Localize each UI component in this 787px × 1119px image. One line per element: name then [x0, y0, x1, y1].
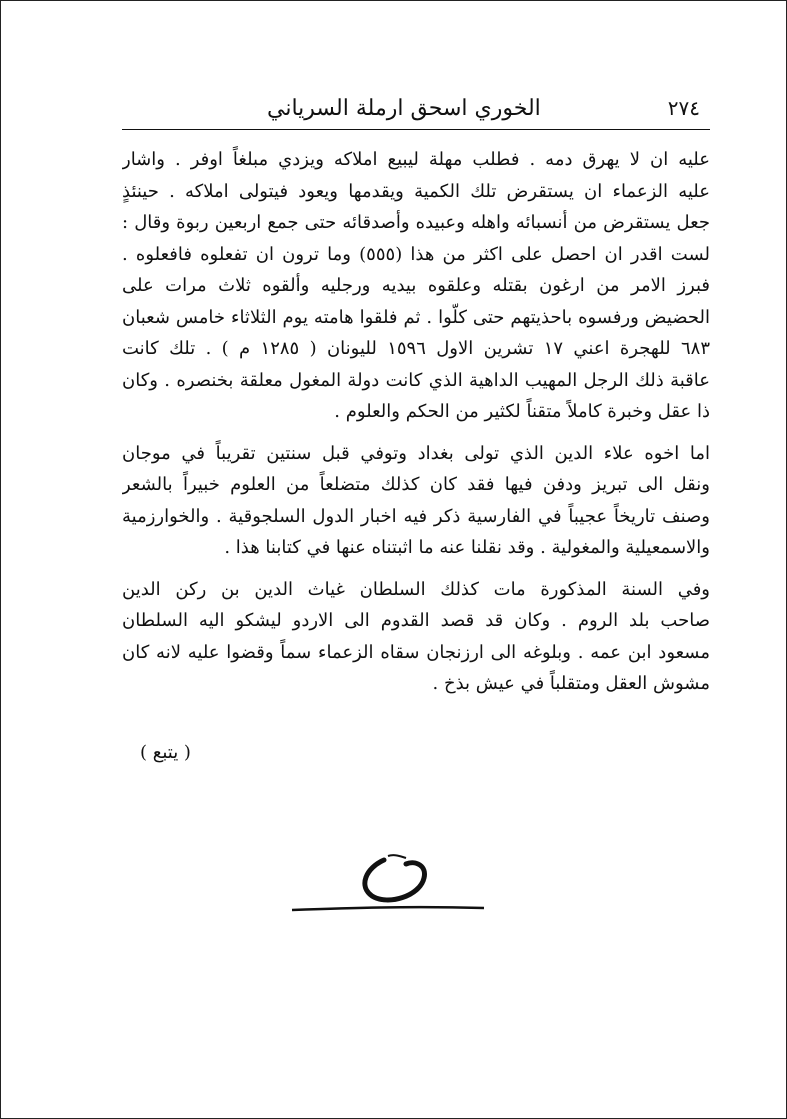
- continued-label: ( يتبع ): [140, 742, 191, 763]
- running-title: الخوري اسحق ارملة السرياني: [267, 95, 541, 121]
- text-line: ذا عقل وخبرة كاملاً متقناً لكثير من الحكم والعلوم .: [334, 401, 710, 422]
- page-number: ٢٧٤: [667, 96, 700, 120]
- body-text: [122, 144, 710, 700]
- text-line: مشوش العقل ومتقلباً في عيش بذخ .: [432, 673, 710, 694]
- paragraph-1: [122, 144, 710, 428]
- tailpiece-ornament: [288, 848, 488, 918]
- text-line: اما اخوه علاء الدين الذي تولى بغداد وتوفي قبل سنتين تقريباً في موجان: [122, 442, 710, 464]
- text-line: صاحب بلد الروم . وكان قد قصد القدوم الى الاردو ليشكو اليه السلطان: [122, 610, 710, 631]
- text-line: عاقبة ذلك الرجل المهيب الداهية الذي كانت دولة المغول معلقة بخنصره . وكان: [122, 369, 710, 391]
- text-line: عليه الزعماء ان يستقرض تلك الكمية ويقدمها ويعود فيتولى املاكه . حينئذٍ: [122, 180, 710, 202]
- text-line: جعل يستقرض من أنسبائه واهله وعبيده وأصدقائه حتى جمع اربعين ربوة وقال :: [122, 212, 710, 233]
- paragraph-2: [122, 438, 710, 564]
- text-line: الحضيض ورفسوه باحذيتهم حتى كلّوا . ثم فلقوا هامته يوم الثلاثاء خامس شعبان: [122, 306, 710, 328]
- text-line: والاسمعيلية والمغولية . وقد نقلنا عنه ما اثبتناه عنها في كتابنا هذا .: [224, 537, 710, 558]
- text-line: وصنف تاريخاً عجيباً في الفارسية ذكر فيه اخبار الدول السلجوقية . والخوارزمية: [122, 505, 710, 527]
- page-header: [122, 88, 710, 128]
- text-line: عليه ان لا يهرق دمه . فطلب مهلة ليبيع املاكه ويزدي مبلغاً اوفر . واشار: [122, 149, 710, 170]
- text-line: لست اقدر ان احصل على اكثر من هذا (٥٥٥) وما ترون ان تفعلوه فافعلوه .: [122, 243, 710, 265]
- text-line: وفي السنة المذكورة مات كذلك السلطان غياث الدين بن ركن الدين: [122, 578, 710, 600]
- paragraph-3: [122, 574, 710, 700]
- text-line: ونقل الى تبريز ودفن فيها فقد كان كذلك متضلعاً من العلوم خبيراً بالشعر: [122, 474, 710, 495]
- text-line: مسعود ابن عمه . وبلوغه الى ارزنجان سقاه الزعماء سماً وقضوا عليه لانه كان: [122, 641, 710, 663]
- text-line: فبرز الامر من ارغون بقتله وعلقوه بيديه ورجليه وألقوه ثلاث مرات على: [122, 275, 710, 296]
- header-rule: [122, 129, 710, 130]
- text-line: ٦٨٣ للهجرة اعني ١٧ تشرين الاول ١٥٩٦ لليونان ( ١٢٨٥ م ) . تلك كانت: [122, 338, 710, 359]
